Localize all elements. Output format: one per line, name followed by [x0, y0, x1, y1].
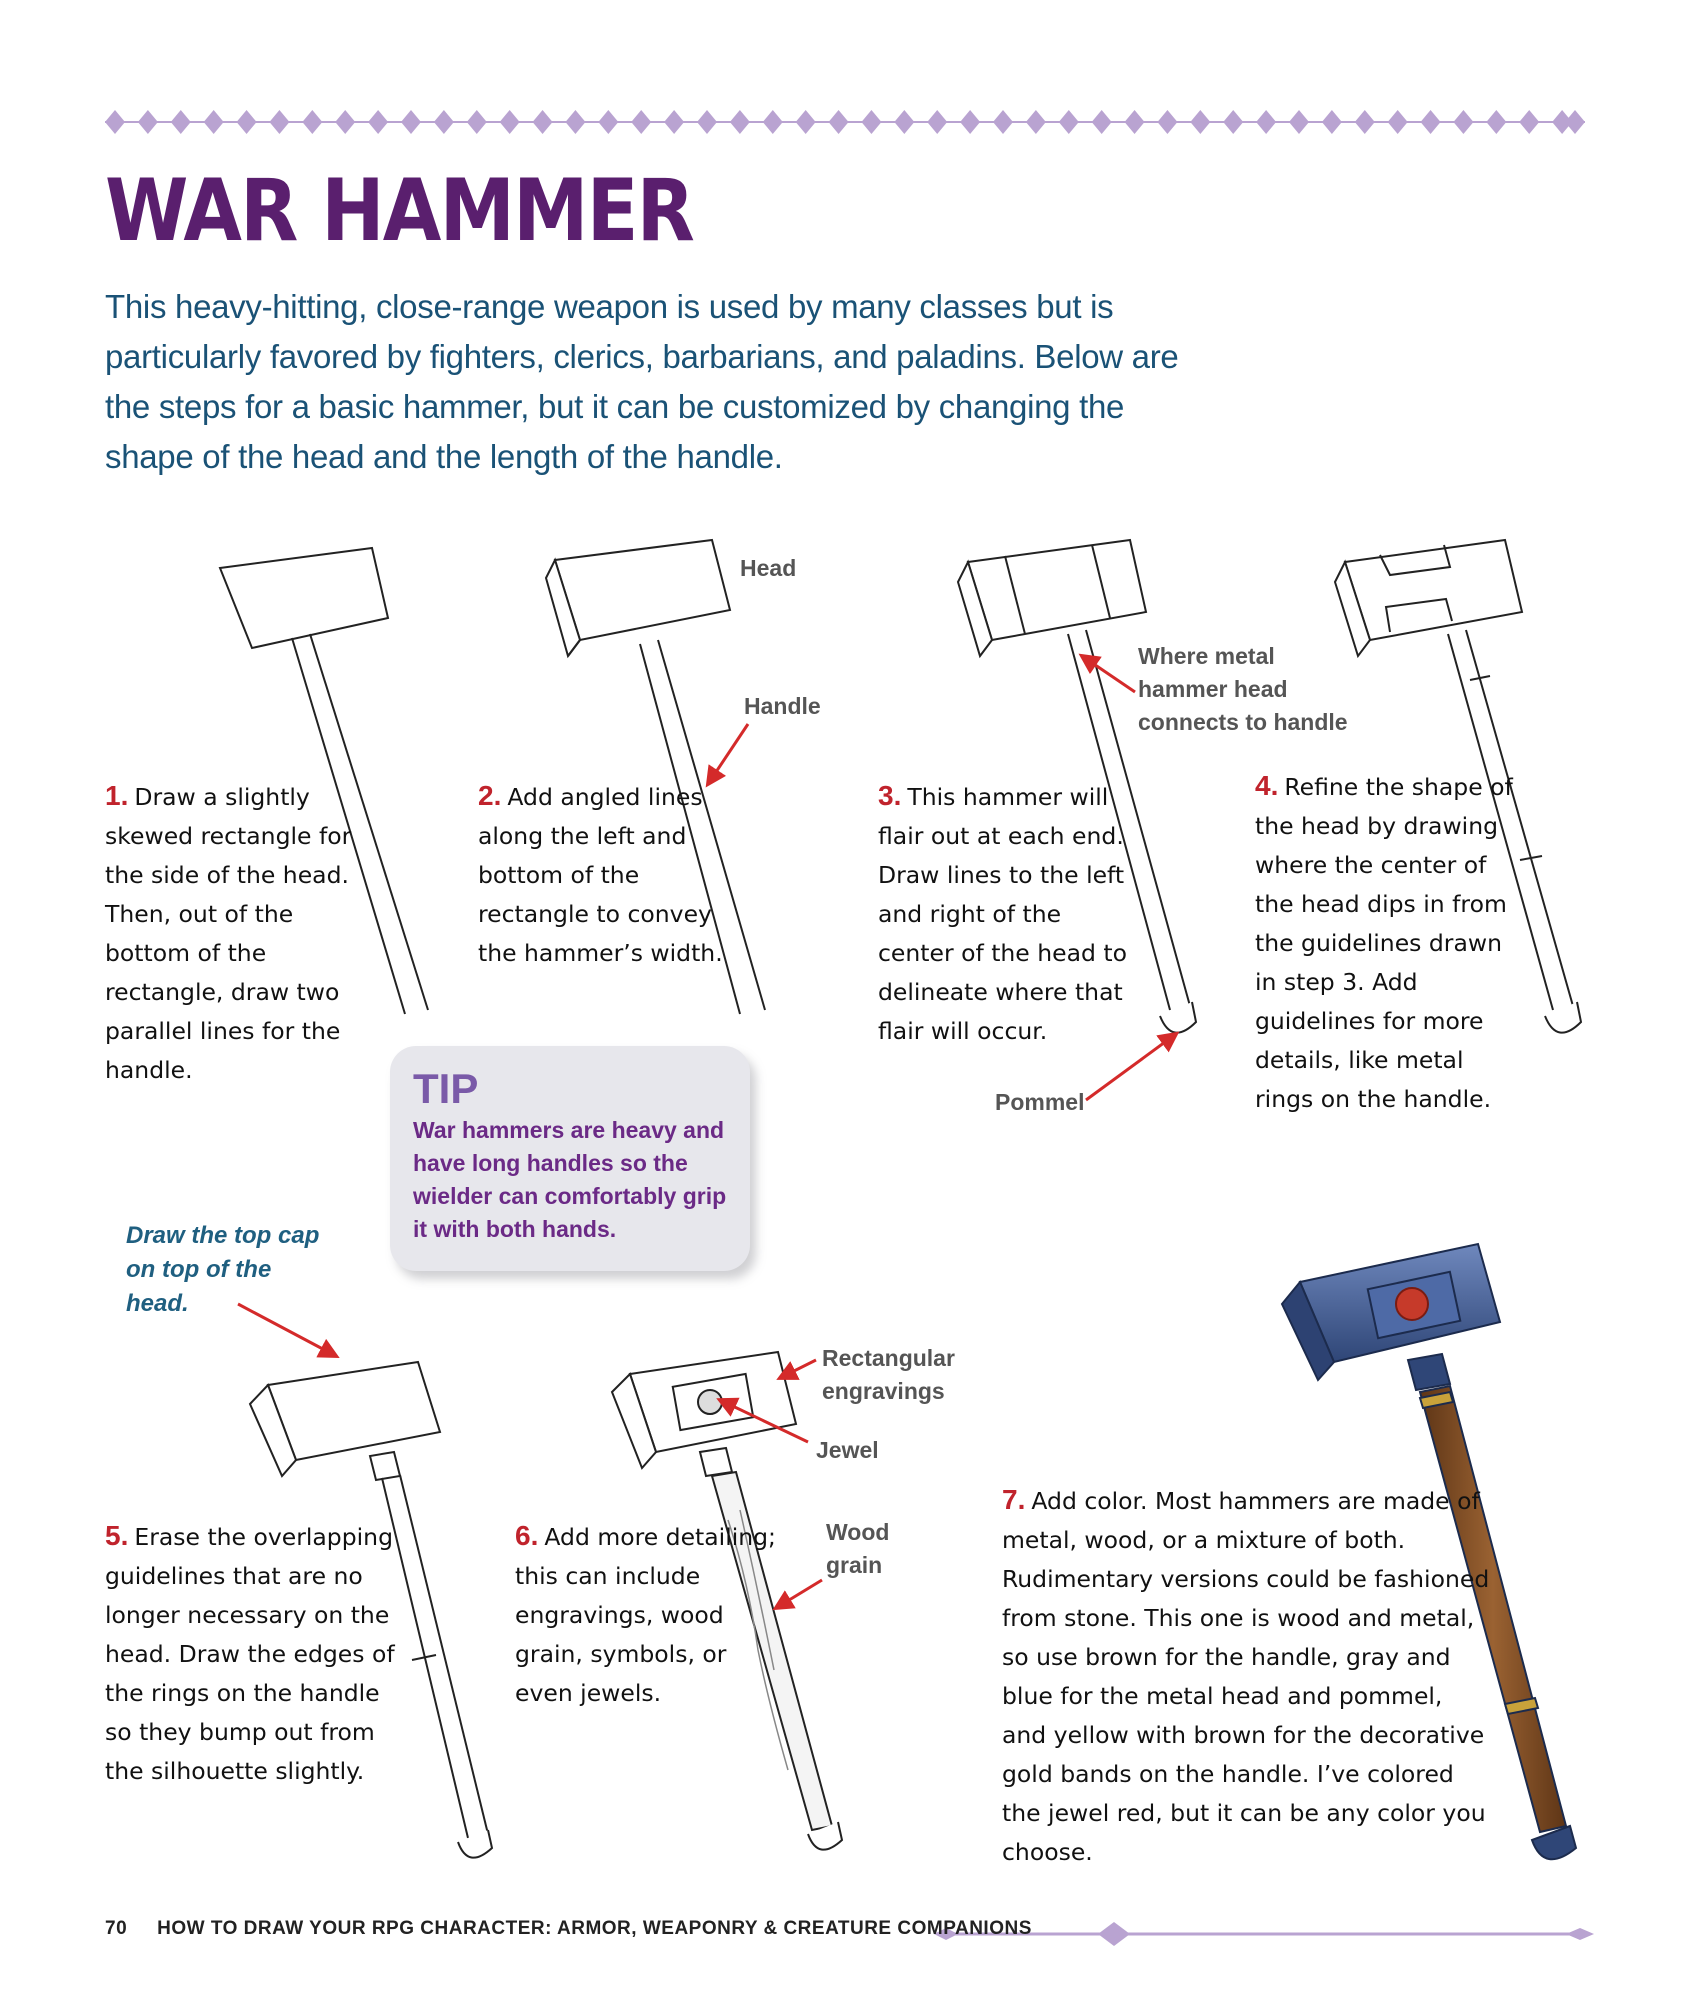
label-jewel: Jewel	[816, 1437, 879, 1463]
engravings-arrow	[780, 1360, 816, 1378]
step-2-text: 2. Add angled lines along the left and bottom of the rectangle to convey the hammer’s width.	[478, 780, 723, 967]
tip-text: War hammers are heavy and have long handles so the wielder can comfortably grip it with both hands.	[413, 1117, 727, 1242]
metal-connection-arrow	[1082, 656, 1135, 692]
step-1-text: 1. Draw a slightly skewed rectangle for the side of the head. Then, out of the bottom of the rectangle, draw two parallel lines for the handle.	[105, 780, 352, 1084]
step-6-text: 6. Add more detailing; this can include engravings, wood grain, symbols, or even jewels.	[515, 1520, 776, 1707]
wood-grain-arrow	[776, 1580, 822, 1608]
intro-paragraph: This heavy-hitting, close-range weapon is used by many classes but is particularly favored by fighters, clerics, barbarians, and paladins. Below are the steps for a basic hammer, but it can be customized by changing the shape of the head and the length of the handle.	[105, 288, 1179, 475]
label-top-cap: Draw the top cap on top of the head.	[126, 1222, 320, 1317]
label-head: Head	[740, 555, 797, 581]
step-3-text: 3. This hammer will flair out at each end. Draw lines to the left and right of the center of the head to delineate where that flair will occur.	[878, 780, 1127, 1045]
label-rectangular-engravings: Rectangular engravings	[822, 1345, 955, 1404]
tip-title: TIP	[413, 1065, 479, 1112]
label-pommel: Pommel	[995, 1089, 1085, 1115]
step-4-text: 4. Refine the shape of the head by drawing where the center of the head dips in from the guidelines drawn in step 3. Add guidelines for more details, like metal rings on the handle.	[1255, 770, 1513, 1113]
step-7-text: 7. Add color. Most hammers are made of metal, wood, or a mixture of both. Rudimentary versions could be fashioned from stone. This one is wood and metal, so use brown for the handle, gray and blue for the metal head and pommel, and yellow with brown for the decorative gold bands on the handle. I’ve colored the jewel red, but it can be any color you choose.	[1002, 1484, 1490, 1866]
step-5-text: 5. Erase the overlapping guidelines that are no longer necessary on the head. Draw the edges of the rings on the handle so they bump out from the silhouette slightly.	[105, 1520, 395, 1785]
label-where-metal: Where metal hammer head connects to handle	[1138, 643, 1348, 735]
footer-ornament	[934, 1922, 1594, 1946]
page-number: 70	[105, 1918, 128, 1939]
book-title: HOW TO DRAW YOUR RPG CHARACTER: ARMOR, WEAPONRY & CREATURE COMPANIONS	[157, 1918, 1032, 1939]
label-wood-grain: Wood grain	[826, 1519, 890, 1578]
page-footer	[105, 1918, 1032, 1940]
handle-arrow	[708, 724, 748, 784]
label-handle: Handle	[744, 693, 821, 719]
page-title: WAR HAMMER	[105, 161, 694, 261]
